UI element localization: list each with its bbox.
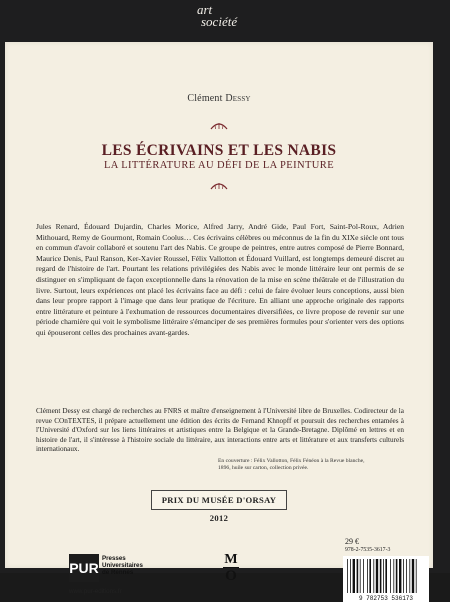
museum-logo (221, 553, 241, 583)
author-first-name: Clément (187, 93, 223, 104)
collection-logo (197, 4, 253, 28)
book-title: LES ÉCRIVAINS ET LES NABIS (101, 142, 337, 159)
publisher-name: Presses Universitaires de Rennes (102, 555, 143, 576)
prize-badge: PRIX DU MUSÉE D'ORSAY 2012 (151, 490, 287, 510)
publisher-website: www.pur-editions.fr (69, 588, 122, 595)
cover-credit (218, 458, 418, 472)
publisher-mark: PUR (69, 554, 99, 582)
author-last-name: Dessy (225, 93, 251, 104)
barcode-icon (343, 556, 429, 602)
summary-paragraph: Jules Renard, Édouard Dujardin, Charles Morice, Alfred Jarry, André Gide, Paul Fort, Saint-Pol-Roux, Adrien Mithouard, Remy de Gourmont, Romain Coolus… Ces écrivains célèbres ou méconnus de la fin du XIXe siècle ont tous en commun d'avoir collaboré et soutenu l'art des Nabis. Ce groupe de peintres, entre autres composé de Pierre Bonnard, Maurice Denis, Paul Ranson, Ker-Xavier Roussel, Félix Vallotton et Édouard Vuillard, est longtemps demeuré discret au regard de l'histoire de l'art. Pourtant les relations privilégiées des Nabis avec le monde littéraire leur ont permis de se distinguer en s'impliquant de façon exceptionnelle dans la rénovation de la mise en scène théâtrale et de l'illustration du livre. Surtout, leurs expériences ont placé les écrivains face au défi : celui de faire évoluer leurs conceptions, aussi bien dans leur propre rapport à l'image que dans leur pratique de l'écriture. En alliant une approche originale des rapports entre littérature et peinture à l'exhumation de ressources documentaires diversifiées, ce livre propose de revenir sur une période charnière qui voit le symbolisme littéraire s'émanciper de ses premières formules pour s'orienter vers des options qui épouseront celles des prochaines avant-gardes. (36, 222, 404, 337)
ornament-icon (209, 182, 229, 190)
barcode-digits: 9 782753 536173 (358, 595, 414, 602)
credit-line-1: En couverture : Félix Vallotton, Félix Fénéon à la Revue blanche, (218, 458, 365, 464)
museum-logo-bottom: O (225, 568, 237, 584)
museum-logo-top: M (224, 552, 238, 567)
cover-panel (5, 42, 433, 602)
collection-line-2: société (201, 14, 238, 29)
ornament-icon (209, 122, 229, 130)
isbn-label: 978-2-7535-3617-3 (345, 547, 391, 553)
author-bio-paragraph: Clément Dessy est chargé de recherches au FNRS et maître d'enseignement à l'Université libre de Bruxelles. Codirecteur de la revue COnTEXTES, il prépare actuellement une édition des écrits de Fernand Khnopff et poursuit des recherches entamées à l'Université d'Oxford sur les liens littéraires et artistiques entre la Belgique et la Grande-Bretagne. Diplômé en lettres et en histoire de l'art, il s'intéresse à l'histoire sociale du littéraire, aux interactions entre arts et littérature et aux transferts culturels internationaux. (36, 407, 404, 454)
publisher-logo (69, 554, 143, 582)
book-subtitle: LA LITTÉRATURE AU DÉFI DE LA PEINTURE (103, 160, 335, 171)
credit-line-2: 1896, huile sur carton, collection privée. (218, 465, 309, 471)
collection-line-1: art (197, 2, 213, 17)
price-label: 29 € (345, 537, 359, 546)
author-name (5, 93, 433, 104)
